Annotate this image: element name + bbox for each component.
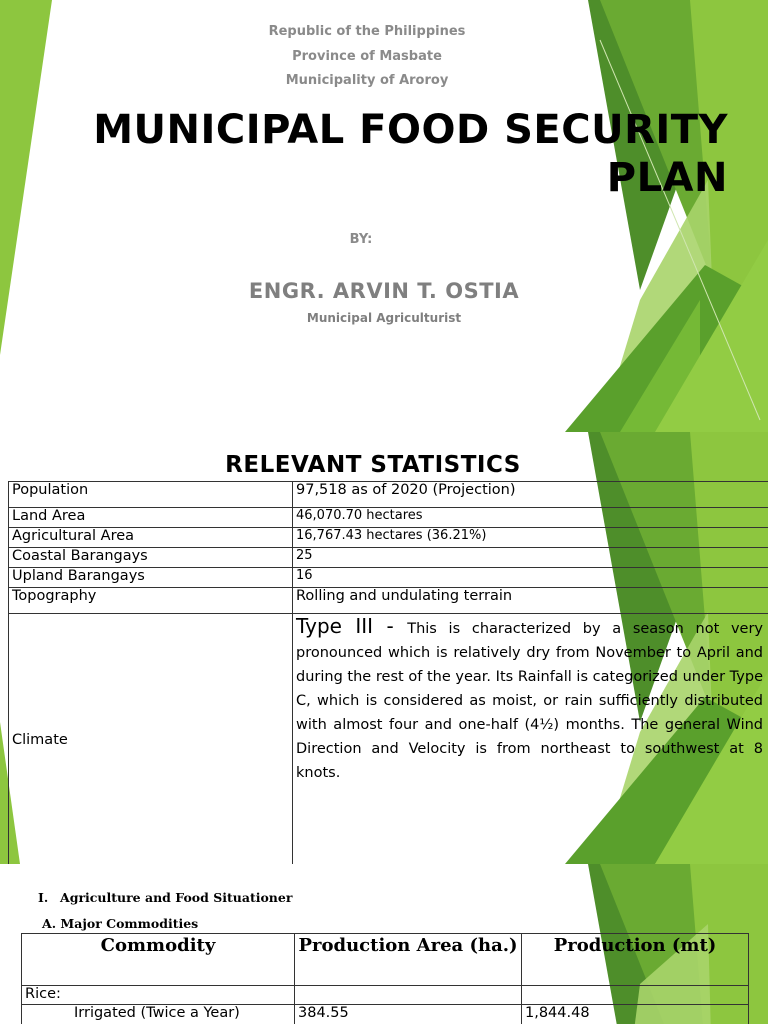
subsection-heading: A. Major Commodities <box>42 916 199 931</box>
row-label: Topography <box>9 588 293 614</box>
row-value: 97,518 as of 2020 (Projection) <box>293 482 768 508</box>
row-value: 16,767.43 hectares (36.21%) <box>293 528 768 548</box>
header-production-area: Production Area (ha.) <box>295 934 522 986</box>
table-row <box>9 588 768 614</box>
table-row-climate <box>9 614 768 865</box>
row-label: Upland Barangays <box>9 568 293 588</box>
title-line-1: MUNICIPAL FOOD SECURITY <box>93 107 728 153</box>
section-heading <box>38 890 292 905</box>
table-row <box>9 548 768 568</box>
table-row <box>9 482 768 508</box>
header-municipality: Municipality of Aroroy <box>285 73 449 88</box>
row-label: Coastal Barangays <box>9 548 293 568</box>
commodities-table <box>21 933 749 1024</box>
row-value: 46,070.70 hectares <box>293 508 768 528</box>
commodity-production: 1,844.48 <box>522 1005 749 1024</box>
row-label: Population <box>9 482 293 508</box>
green-decoration <box>0 0 768 432</box>
commodities-slide <box>0 864 768 1024</box>
commodity-area: 384.55 <box>295 1005 522 1024</box>
row-value: 16 <box>293 568 768 588</box>
empty-cell <box>295 986 522 1005</box>
empty-cell <box>522 986 749 1005</box>
climate-label: Climate <box>9 614 293 865</box>
table-header-row <box>22 934 749 986</box>
header-province: Province of Masbate <box>292 49 442 64</box>
section-title: Agriculture and Food Situationer <box>60 890 293 905</box>
statistics-slide <box>0 432 768 864</box>
author-role: Municipal Agriculturist <box>306 311 462 325</box>
table-row <box>9 528 768 548</box>
stats-title: RELEVANT STATISTICS <box>225 452 521 478</box>
title-line-2: PLAN <box>606 155 728 201</box>
commodity-name: Irrigated (Twice a Year) <box>22 1005 295 1024</box>
author-name: ENGR. ARVIN T. OSTIA <box>248 279 520 303</box>
by-label: BY: <box>349 232 373 247</box>
category-cell: Rice: <box>22 986 295 1005</box>
header-production: Production (mt) <box>522 934 749 986</box>
row-label: Agricultural Area <box>9 528 293 548</box>
row-label: Land Area <box>9 508 293 528</box>
statistics-table <box>8 481 768 864</box>
row-value: 25 <box>293 548 768 568</box>
climate-type: Type III - <box>296 614 408 638</box>
header-republic: Republic of the Philippines <box>268 24 466 39</box>
climate-description <box>293 614 768 865</box>
row-value: Rolling and undulating terrain <box>293 588 768 614</box>
table-row <box>9 568 768 588</box>
page-title <box>28 106 728 202</box>
header-commodity: Commodity <box>22 934 295 986</box>
climate-text: This is characterized by a season not very pronounced which is relatively dry from November to April and during the rest of the year. Its Rainfall is categorized under Type C, which is considered as moist, or rain sufficiently distributed with almost four and one-half (4½) months. The general Wind Direction and Velocity is from northeast to southwest at 8 knots. <box>296 621 764 781</box>
title-slide <box>0 0 768 432</box>
table-row <box>9 508 768 528</box>
table-row <box>22 1005 749 1024</box>
table-row <box>22 986 749 1005</box>
section-number: I. <box>38 890 49 905</box>
